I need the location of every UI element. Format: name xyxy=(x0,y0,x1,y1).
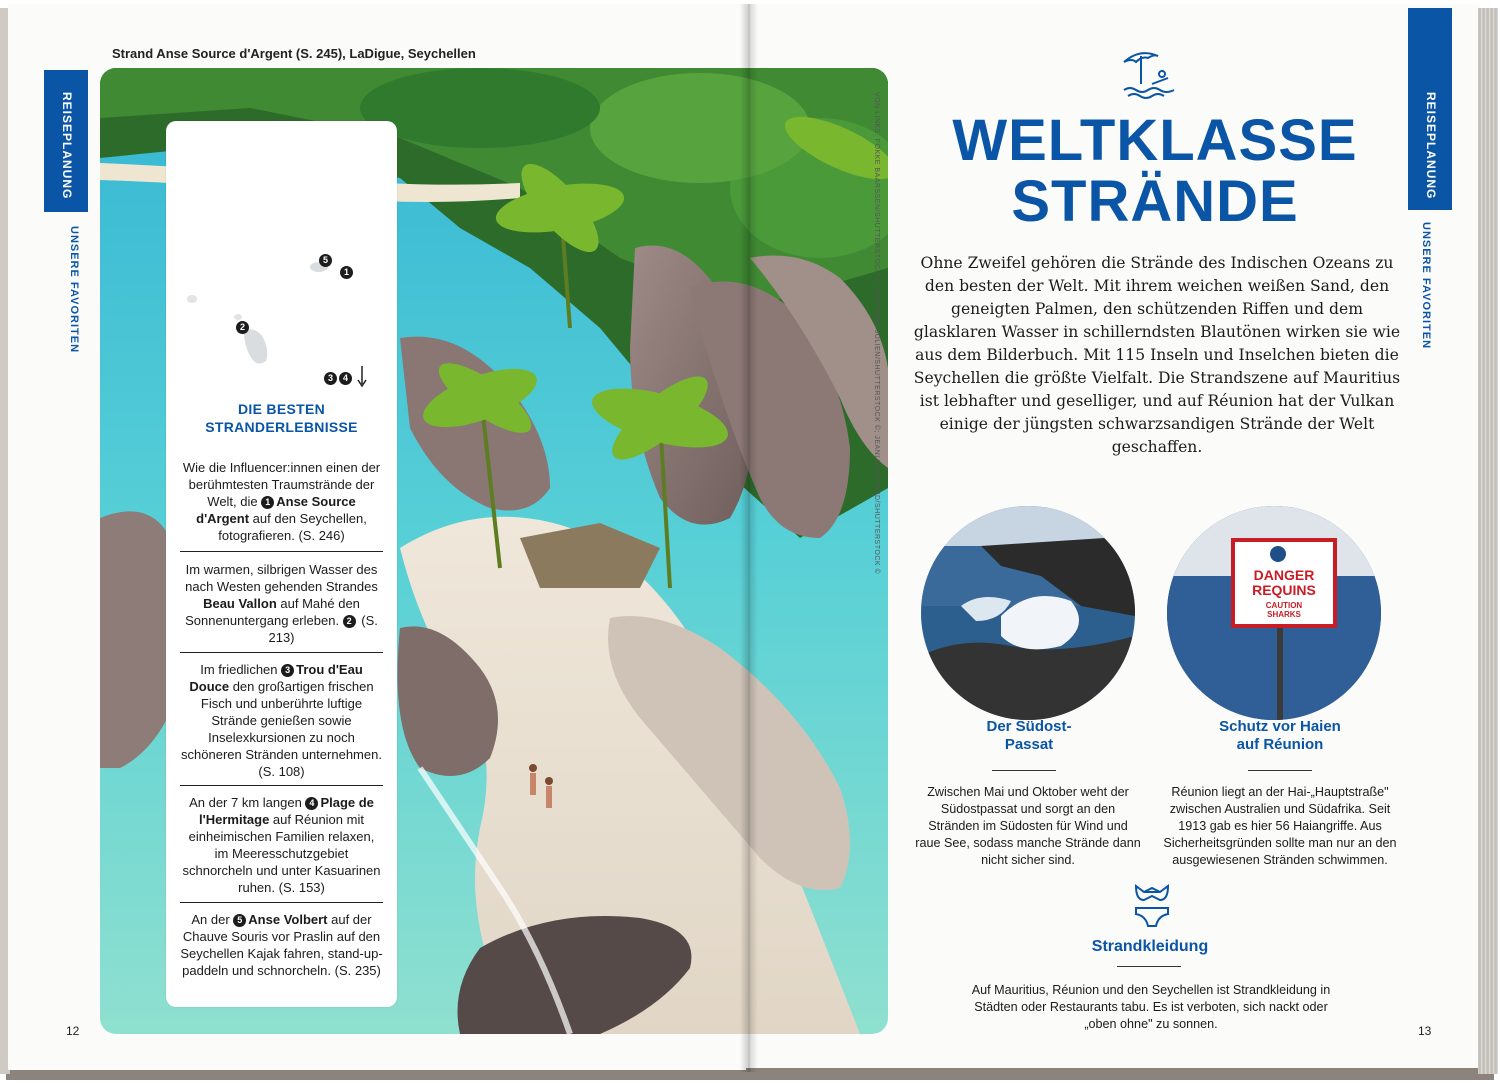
swimsuit-icon xyxy=(1132,882,1172,930)
entry-text: (S. 213) xyxy=(268,613,378,645)
map-marker-4: 4 xyxy=(339,372,352,385)
map-marker-5: 5 xyxy=(319,254,332,267)
feature-title-sharks xyxy=(1170,718,1390,754)
box-title-line2: STRANDERLEBNISSE xyxy=(205,419,358,435)
entry-text: Im warmen, silbrigen Wasser des nach Westen gehenden Strandes xyxy=(185,562,378,594)
divider xyxy=(180,785,383,786)
sign-text xyxy=(1237,568,1331,619)
seychelles-locator-map xyxy=(166,121,397,391)
clothing-text: Auf Mauritius, Réunion und den Seychellen ist Strandkleidung in Städten oder Restaurants tabu. Es ist verboten, sich nackt oder „oben ohne" zu sonnen. xyxy=(971,983,1331,1031)
feature-rule xyxy=(1248,770,1312,771)
entry-anse-source-dargent xyxy=(180,459,383,544)
divider xyxy=(180,652,383,653)
intro-paragraph: Ohne Zweifel gehören die Strände des Indischen Ozeans zu den besten der Welt. Mit ihrem weichen weißen Sand, den geneigten Palmen, den schützenden Riffen und dem glasklaren Wasser in schillerndsten Blautönen wirken sie wie aus dem Bilderbuch. Mit 115 Inseln und Inselchen bieten die Seychellen die größte Vielfalt. Die Strandszene auf Mauritius ist lebhafter und geselliger, und auf Réunion hat der Vulkan einige der jüngsten schwarzsandigen Strände der Welt geschaffen. xyxy=(913,254,1401,456)
box-title-line1: DIE BESTEN xyxy=(237,401,325,417)
island-map-shapes xyxy=(166,121,397,391)
feature-title-line: Passat xyxy=(1004,736,1054,753)
map-marker-2: 2 xyxy=(236,321,249,334)
side-section-label: REISEPLANUNG xyxy=(60,92,74,200)
feature-text-passat: Zwischen Mai und Oktober weht der Südostpassat und sorgt an den Stränden im Südosten für Wind und raue See, sodass manche Strände dann nicht sicher sind. xyxy=(915,785,1141,867)
best-beach-experiences-box xyxy=(166,121,397,1007)
map-marker-3: 3 xyxy=(324,372,337,385)
entry-text: auf der Chauve Souris vor Praslin auf den Seychellen Kajak fahren, stand-up-paddeln und schnorcheln. (S. 235) xyxy=(180,912,383,978)
headline-line1: WELTKLASSE xyxy=(952,108,1358,173)
entry-trou-deau-douce xyxy=(180,661,383,780)
sign-line-danger: DANGER xyxy=(1253,567,1315,583)
entry-text: den großartigen frischen Fisch und unberührte luftige Strände genießen sowie Inselexkursionen zu noch schöneren Stränden unternehmen. (S. 108) xyxy=(181,679,382,779)
entry-anse-volbert xyxy=(180,911,383,979)
coast-waves-photo xyxy=(921,506,1135,720)
side-tab-right xyxy=(1408,8,1452,210)
feature-title-passat xyxy=(924,718,1134,754)
page-headline xyxy=(920,110,1390,232)
shark-warning-sign-photo xyxy=(1167,506,1381,720)
headline-line2: STRÄNDE xyxy=(1011,169,1299,234)
book-edge-right xyxy=(1478,8,1498,1074)
feature-text-sharks: Réunion liegt an der Hai-„Hauptstraße" zwischen Australien und Südafrika. Seit 1913 gab es hier 56 Haiangriffe. Aus Sicherheitsgründen sollte man nur an den ausgewiesenen Stränden schwimmen. xyxy=(1163,785,1397,867)
number-badge: 2 xyxy=(343,615,356,628)
entry-place: Anse Source d'Argent xyxy=(196,494,356,526)
side-subsection-label: UNSERE FAVORITEN xyxy=(68,226,80,354)
beach-umbrella-icon xyxy=(1118,48,1180,100)
page-number-left: 12 xyxy=(66,1024,80,1038)
book-spine-shadow xyxy=(740,4,758,1072)
sign-line-sharks: SHARKS xyxy=(1267,610,1301,619)
entry-text: auf Mahé den Sonnenuntergang erleben. xyxy=(185,596,360,628)
feature-title-line: Schutz vor Haien xyxy=(1219,718,1341,735)
entry-place: Plage de l'Hermitage xyxy=(199,795,374,827)
entry-text: An der 7 km langen xyxy=(189,795,306,810)
clothing-rule xyxy=(1117,966,1181,967)
number-badge: 4 xyxy=(305,797,318,810)
entry-text: Wie die Influencer:innen einen der berühmtesten Traumstrände der Welt, die xyxy=(182,460,381,509)
feature-title-line: auf Réunion xyxy=(1236,736,1324,753)
page-number-right: 13 xyxy=(1418,1024,1432,1038)
sign-line-caution: CAUTION xyxy=(1265,601,1303,610)
photo-credit: VON LINKS: FOKKE BAARSSEN/SHUTTERSTOCK ©; COUANON JULIEN/SHUTTERSTOCK ©; JEANLUCICHARD/SHUTTERSTOCK © xyxy=(873,92,880,575)
side-subsection-label-right: UNSERE FAVORITEN xyxy=(1420,222,1432,350)
feature-title-line: Der Südost- xyxy=(986,718,1072,735)
entry-text: Im friedlichen xyxy=(200,662,282,677)
clothing-title: Strandkleidung xyxy=(1091,938,1209,955)
side-section-label-right: REISEPLANUNG xyxy=(1424,92,1438,200)
entry-plage-de-lhermitage xyxy=(180,794,383,896)
number-badge: 1 xyxy=(261,496,274,509)
sign-line-requins: REQUINS xyxy=(1252,582,1316,598)
photo-caption: Strand Anse Source d'Argent (S. 245), LaDigue, Seychellen xyxy=(112,46,476,61)
side-tab-left xyxy=(44,70,88,212)
entry-text: An der xyxy=(191,912,234,927)
divider xyxy=(180,551,383,552)
entry-place: Anse Volbert xyxy=(248,912,328,927)
map-marker-1: 1 xyxy=(340,266,353,279)
feature-rule xyxy=(992,770,1056,771)
box-title xyxy=(166,400,397,436)
divider xyxy=(180,902,383,903)
entry-text: auf den Seychellen, fotografieren. (S. 246) xyxy=(218,511,367,543)
entry-place: Trou d'Eau Douce xyxy=(189,662,363,694)
entry-place: Beau Vallon xyxy=(203,596,277,611)
entry-beau-vallon xyxy=(180,561,383,646)
number-badge: 3 xyxy=(281,664,294,677)
number-badge: 5 xyxy=(233,914,246,927)
entry-text: auf Réunion mit einheimischen Familien relaxen, im Meeresschutzgebiet schnorcheln und unter Kasuarinen ruhen. (S. 153) xyxy=(182,812,381,895)
